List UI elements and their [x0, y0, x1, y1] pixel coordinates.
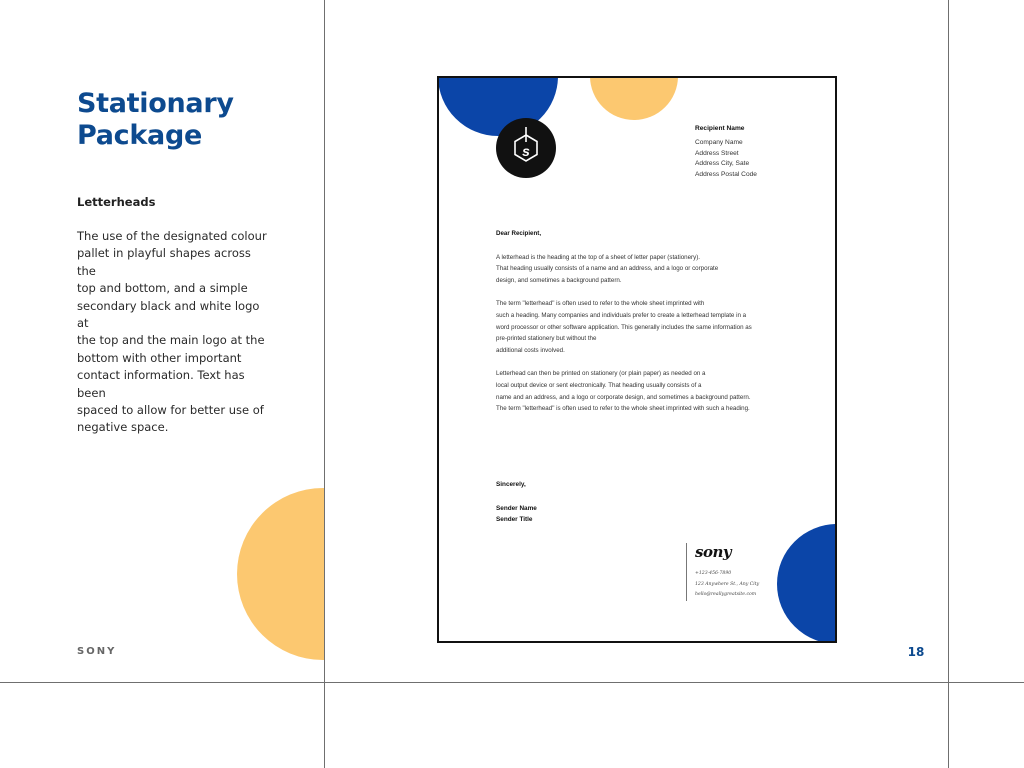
recipient-block [695, 124, 757, 180]
page-title: Stationary Package [77, 88, 234, 151]
letter-greeting: Dear Recipient, [496, 230, 542, 237]
shape-blue-bottom [777, 524, 835, 641]
letter-paragraph: Letterhead can then be printed on stationery (or plain paper) as needed on a local output device or sent electronically. That heading usually consists of a name and an address, and a logo or corporate design, and sometimes a background pattern. The term "letterhead" is often used to refer to the whole sheet imprinted with such a heading. [496, 370, 751, 413]
recipient-company: Company Name [695, 139, 743, 147]
contact-address: 123 Anywhere St., Any City [695, 581, 760, 587]
guide-line-bottom [0, 682, 1024, 683]
recipient-postal: Address Postal Code [695, 170, 757, 178]
section-subheading: Letterheads [77, 195, 156, 209]
sender-block [496, 504, 537, 525]
contact-block [686, 543, 759, 601]
contact-email: hello@reallygreatsite.com [695, 592, 757, 597]
sony-wordmark-logo: sony [695, 543, 732, 561]
recipient-name: Recipient Name [695, 125, 745, 132]
guide-line-right [948, 0, 949, 768]
guide-line-left [324, 0, 325, 768]
sender-title: Sender Title [496, 515, 533, 523]
svg-text:s: s [522, 143, 530, 159]
letter-body [496, 228, 796, 427]
sender-name: Sender Name [496, 505, 537, 512]
letter-paragraph: A letterhead is the heading at the top of a sheet of letter paper (stationery). That heading usually consists of a name and an address, and a logo or corporate design, and sometimes a background pattern. [496, 253, 719, 284]
letter-closing: Sincerely, [496, 481, 526, 488]
section-description: The use of the designated colour pallet in playful shapes across the top and bottom, and a simple secondary black and white logo at the top and the main logo at the bottom with other important contact information. Text has been spaced to allow for better use of negative space. [77, 229, 267, 435]
brand-footer: SONY [77, 646, 117, 657]
contact-phone: +123-456-7890 [695, 571, 732, 576]
recipient-city: Address City, Sate [695, 160, 750, 168]
letterhead-preview [437, 76, 837, 643]
recipient-street: Address Street [695, 149, 739, 157]
letter-paragraph: The term "letterhead" is often used to refer to the whole sheet imprinted with such a heading. Many companies and individuals prefer to create a letterhead template in a word processor or other software application. This generally includes the same information as pre-printed stationery but without the additional costs involved. [496, 300, 752, 354]
page-number: 18 [907, 645, 925, 659]
shape-yellow-top [590, 78, 678, 120]
s-hexagon-logo-icon [496, 118, 556, 178]
